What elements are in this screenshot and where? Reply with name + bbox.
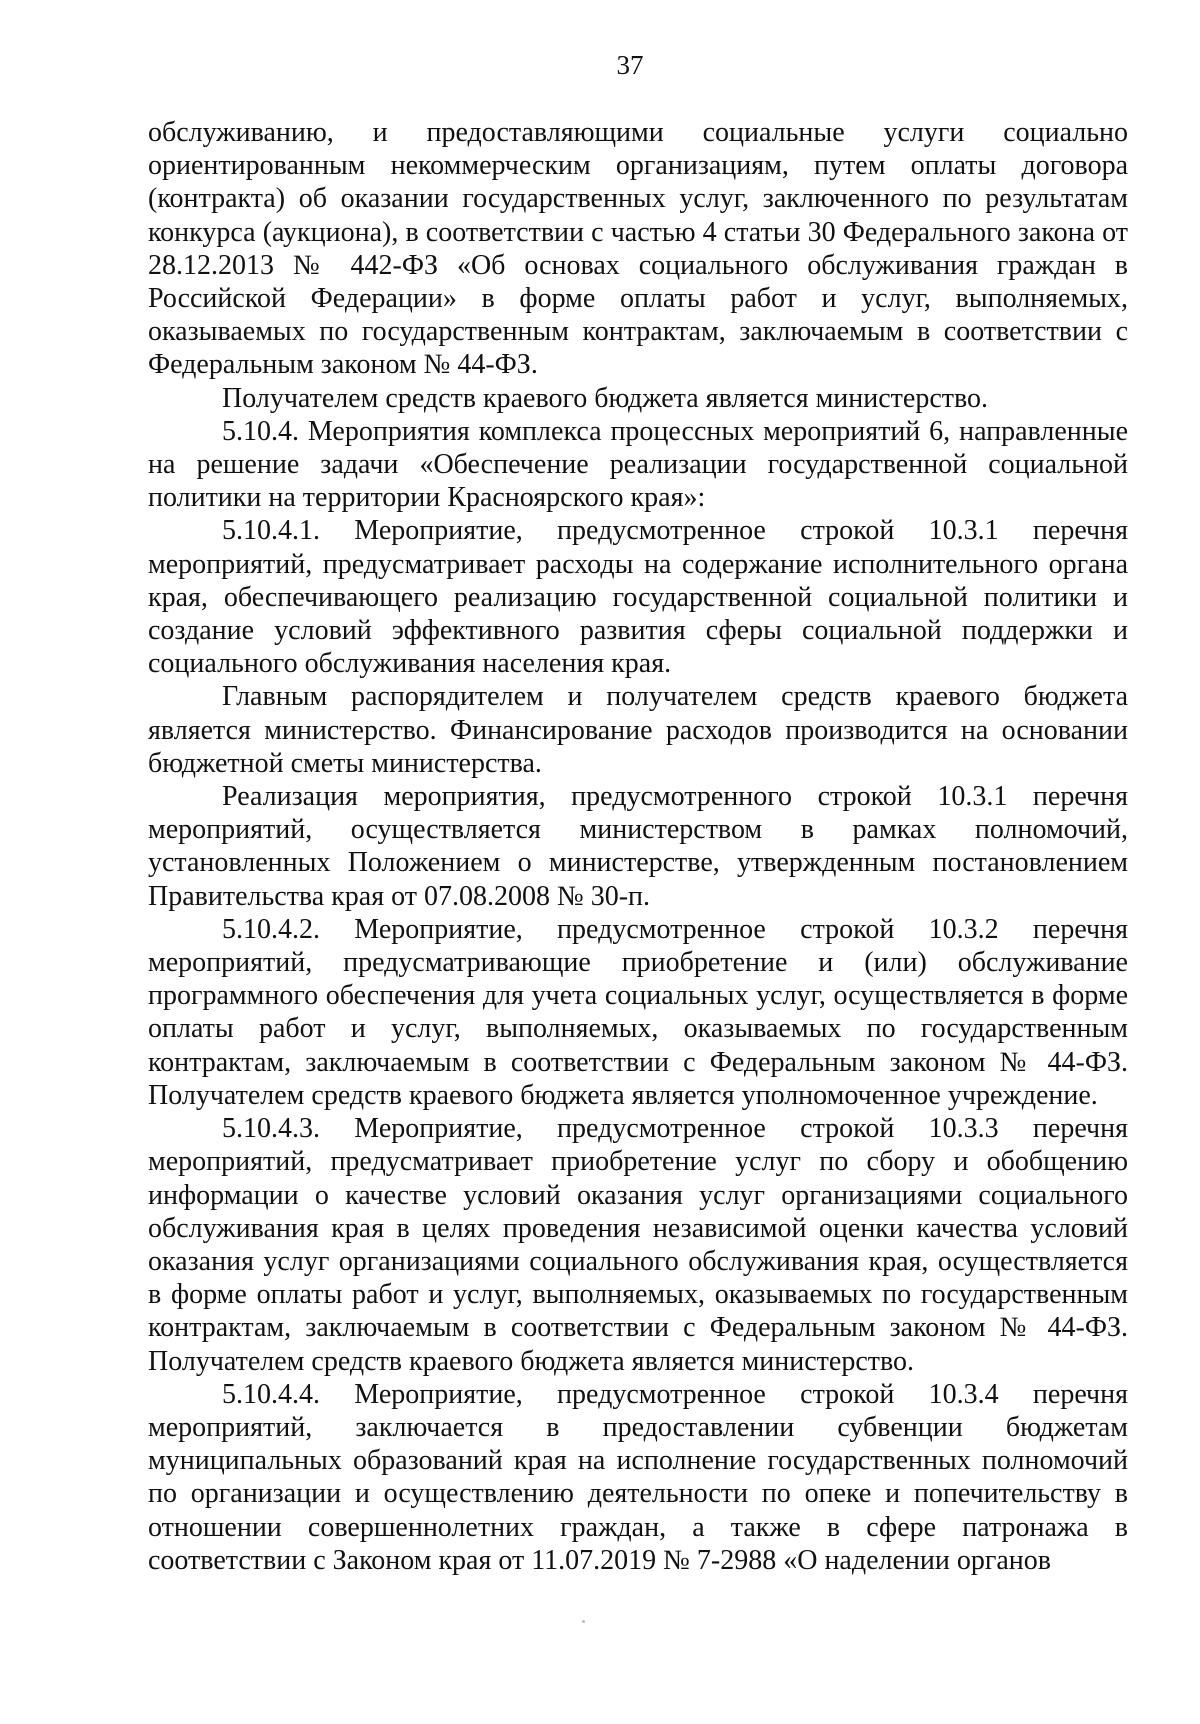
paragraph-recipient: Получателем средств краевого бюджета является министерство. <box>222 382 989 414</box>
paragraph-5-10-4-3: 5.10.4.3. Мероприятие, предусмотренное строкой 10.3.3 перечня мероприятий, предусматривает приобретение услуг по сбору и обобщению информации о качестве условий оказания услуг организациями социального обслуживания края в целях проведения независимой оценки качества условий оказания услуг организациями социального обслуживания края, осуществляется в форме оплаты работ и услуг, выполняемых, оказываемых по государственным контрактам, заключаемым в соответствии с Федеральным законом № 44-ФЗ. Получателем средств краевого бюджета является министерство. <box>148 1113 1128 1377</box>
paragraph-continuation: обслуживанию, и предоставляющими социальные услуги социально ориентированным некоммерческим организациям, путем оплаты договора (контракта) об оказании государственных услуг, заключенного по результатам конкурса (аукциона), в соответствии с частью 4 статьи 30 Федерального закона от 28.12.2013 № 442-ФЗ «Об основах социального обслуживания граждан в Российской Федерации» в форме оплаты работ и услуг, выполняемых, оказываемых по государственным контрактам, заключаемым в соответствии с Федеральным законом № 44-ФЗ. <box>148 117 1128 381</box>
paragraph-5-10-4: 5.10.4. Мероприятия комплекса процессных мероприятий 6, направленные на решение задачи «Обеспечение реализации государственной социальной политики на территории Красноярского края»: <box>148 415 1128 514</box>
paragraph-implementation: Реализация мероприятия, предусмотренного строкой 10.3.1 перечня мероприятий, осуществляется министерством в рамках полномочий, установленных Положением о министерстве, утвержденным постановлением Правительства края от 07.08.2008 № 30-п. <box>148 781 1128 912</box>
scan-speck <box>582 1620 585 1623</box>
paragraph-5-10-4-1: 5.10.4.1. Мероприятие, предусмотренное строкой 10.3.1 перечня мероприятий, предусматривает расходы на содержание исполнительного органа края, обеспечивающего реализацию государственной социальной политики и создание условий эффективного развития сферы социальной поддержки и социального обслуживания населения края. <box>148 515 1128 680</box>
paragraph-main-manager: Главным распорядителем и получателем средств краевого бюджета является министерство. Финансирование расходов производится на основании бюджетной сметы министерства. <box>148 681 1128 779</box>
page-number: 37 <box>616 50 644 80</box>
paragraph-5-10-4-2: 5.10.4.2. Мероприятие, предусмотренное строкой 10.3.2 перечня мероприятий, предусматривающие приобретение и (или) обслуживание программного обеспечения для учета социальных услуг, осуществляется в форме оплаты работ и услуг, выполняемых, оказываемых по государственным контрактам, заключаемым в соответствии с Федеральным законом № 44-ФЗ. Получателем средств краевого бюджета является уполномоченное учреждение. <box>148 913 1128 1111</box>
body-text <box>148 116 1128 1577</box>
paragraph-5-10-4-4: 5.10.4.4. Мероприятие, предусмотренное строкой 10.3.4 перечня мероприятий, заключается в предоставлении субвенции бюджетам муниципальных образований края на исполнение государственных полномочий по организации и осуществлению деятельности по опеке и попечительству в отношении совершеннолетних граждан, а также в сфере патронажа в соответствии с Законом края от 11.07.2019 № 7-2988 «О наделении органов <box>148 1378 1128 1576</box>
